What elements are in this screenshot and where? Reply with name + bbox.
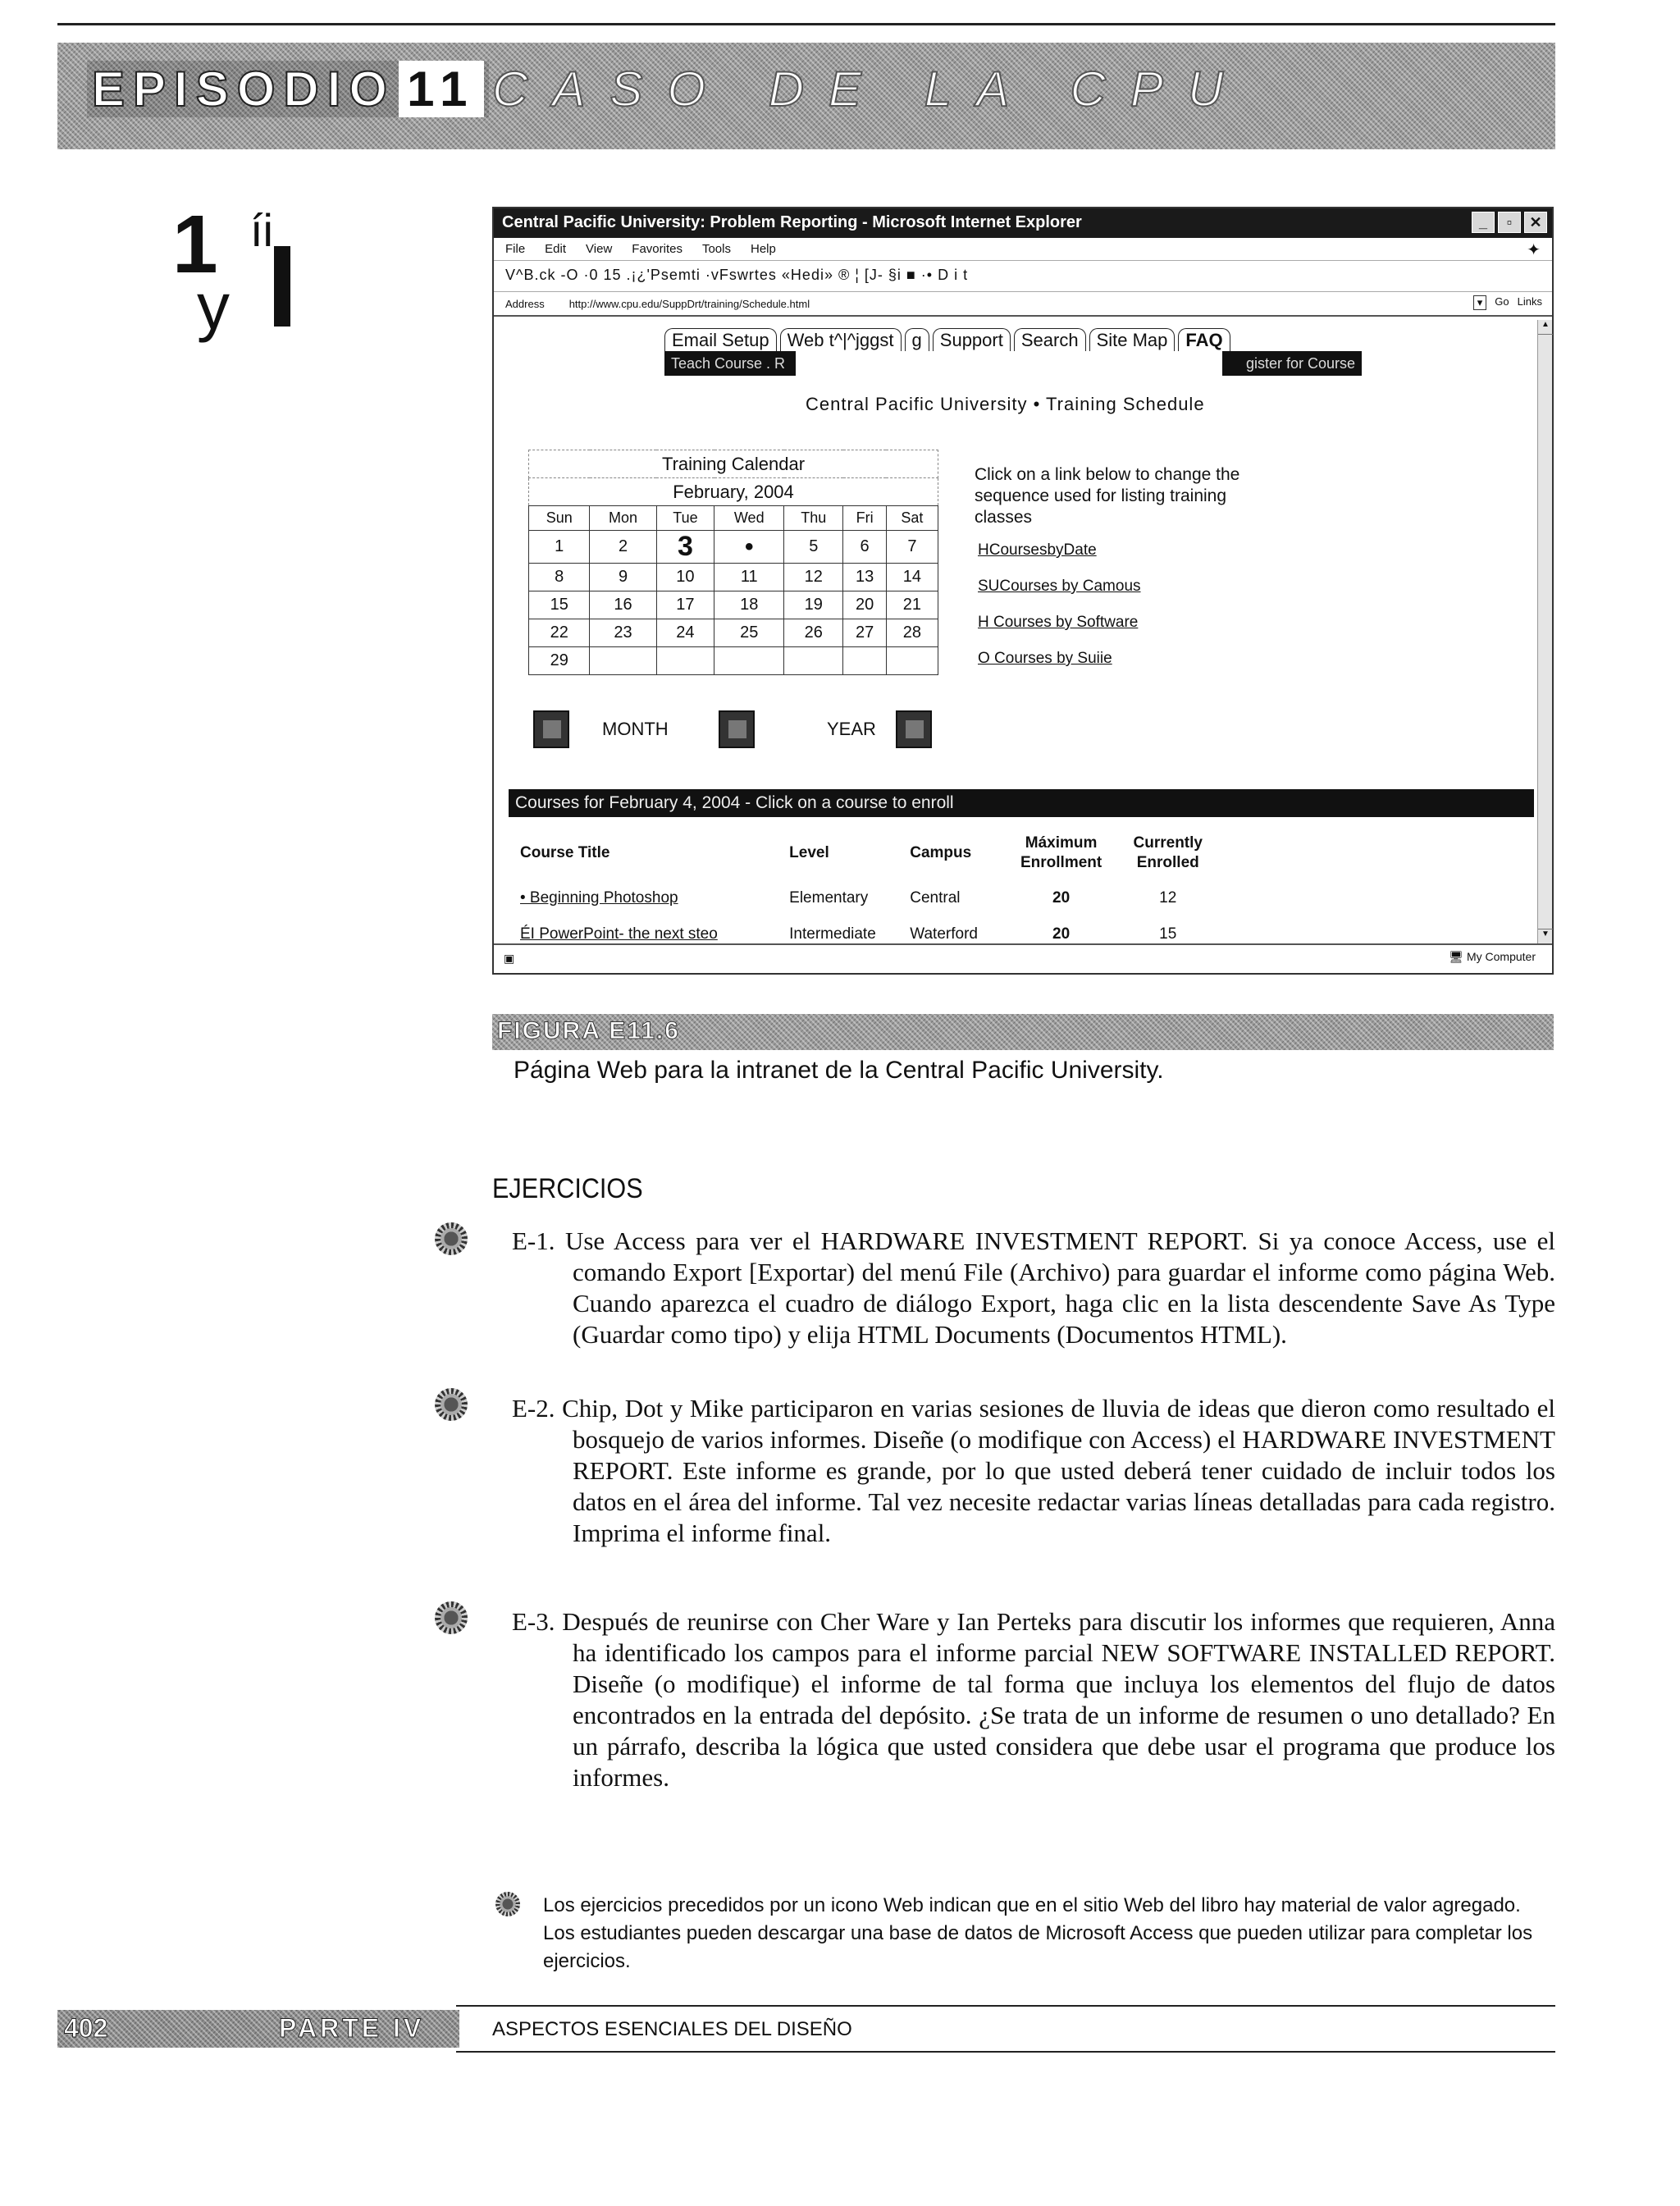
web-icon — [495, 1892, 520, 1916]
register-course-link[interactable]: gister for Course — [1222, 351, 1362, 376]
tab-g[interactable]: g — [905, 328, 929, 351]
tab-web[interactable]: Web t^|^jggst — [780, 328, 902, 351]
calendar-day[interactable]: 16 — [590, 591, 656, 619]
course-level: Elementary — [789, 889, 869, 907]
figure-label-band — [492, 1014, 1554, 1050]
training-calendar — [528, 450, 938, 675]
calendar-day — [656, 647, 714, 675]
menu-file[interactable]: File — [505, 242, 526, 256]
web-icon — [435, 1388, 468, 1421]
case-title: CASO DE LA CPU — [492, 62, 1249, 116]
browser-title: Central Pacific University: Problem Reporting - Microsoft Internet Explorer — [502, 213, 1082, 231]
site-subnav — [664, 351, 1362, 376]
page-number: 402 — [64, 2013, 108, 2043]
menu-favorites[interactable]: Favorites — [632, 242, 682, 256]
day-header: Thu — [784, 506, 843, 531]
calendar-day-selected[interactable]: • — [714, 531, 784, 564]
courses-bar: Courses for February 4, 2004 - Click on a course to enroll — [509, 789, 1534, 817]
menu-view[interactable]: View — [586, 242, 613, 256]
calendar-day — [714, 647, 784, 675]
calendar-day[interactable]: 10 — [656, 564, 714, 591]
exercise-number: E-2. — [512, 1394, 555, 1423]
site-nav — [664, 328, 1230, 351]
links-button[interactable]: Links — [1517, 295, 1542, 308]
episode-header — [57, 43, 1555, 149]
course-current: 15 — [1159, 925, 1177, 943]
browser-window — [492, 207, 1554, 975]
tab-faq[interactable]: FAQ — [1178, 328, 1230, 351]
top-rule — [57, 23, 1555, 25]
calendar-day[interactable]: 14 — [886, 564, 938, 591]
calendar-controls — [533, 710, 940, 748]
zone-label: My Computer — [1466, 950, 1536, 963]
prev-month-button[interactable] — [533, 710, 569, 748]
day-header: Fri — [843, 506, 886, 531]
calendar-day[interactable]: 19 — [784, 591, 843, 619]
col-max-enrollment: Máximum Enrollment — [1020, 834, 1102, 871]
calendar-day — [784, 647, 843, 675]
address-input[interactable]: http://www.cpu.edu/SuppDrt/training/Schedule.html — [568, 297, 810, 310]
tab-support[interactable]: Support — [933, 328, 1011, 351]
security-zone: 🖥 My Computer — [1449, 950, 1536, 963]
calendar-day[interactable]: 21 — [886, 591, 938, 619]
address-label: Address — [505, 297, 545, 310]
chapter-mark-one: 1 — [172, 199, 218, 290]
exercise-text: Después de reunirse con Cher Ware y Ian Perteks para discutir los informes que requieren, Anna ha identificado los campos para el informe parcial NEW SOFTWARE INSTALLED REPORT. Diseñe (o modifique) el informe de tal forma que incluya los elementos del flujo de datos encontrados en la entrada del depósito. ¿Se trata de un informe de resumen o uno detallado? En un párrafo, describa la lógica que usted considera que debe usar el programa que produce los informes. — [562, 1607, 1555, 1792]
calendar-day[interactable]: 18 — [714, 591, 784, 619]
chapter-mark-i: íi — [250, 204, 273, 256]
calendar-month: February, 2004 — [529, 478, 938, 506]
tab-email-setup[interactable]: Email Setup — [664, 328, 777, 351]
go-button[interactable]: Go — [1495, 295, 1509, 308]
menu-edit[interactable]: Edit — [545, 242, 567, 256]
exercise-item — [512, 1606, 1555, 1793]
calendar-day — [843, 647, 886, 675]
calendar-day[interactable]: 5 — [784, 531, 843, 564]
course-link[interactable]: ÉI PowerPoint- the next steo — [520, 925, 718, 943]
vertical-scrollbar[interactable] — [1537, 320, 1552, 943]
calendar-day[interactable]: 25 — [714, 619, 784, 647]
day-header: Wed — [714, 506, 784, 531]
calendar-day[interactable]: 24 — [656, 619, 714, 647]
web-icon — [435, 1222, 468, 1255]
ie-logo-icon: ✦ — [1527, 241, 1541, 259]
chapter-mark — [172, 199, 295, 343]
calendar-day[interactable]: 7 — [886, 531, 938, 564]
calendar-day[interactable]: 1 — [529, 531, 590, 564]
course-level: Intermediate — [789, 925, 876, 943]
calendar-day[interactable]: 22 — [529, 619, 590, 647]
exercise-number: E-3. — [512, 1607, 555, 1636]
footer-section-title: ASPECTOS ESENCIALES DEL DISEÑO — [492, 2018, 852, 2040]
exercise-item — [512, 1393, 1555, 1549]
calendar-day — [886, 647, 938, 675]
web-icon — [435, 1601, 468, 1634]
course-max: 20 — [1052, 925, 1071, 943]
course-max: 20 — [1052, 889, 1071, 907]
part-label: PARTE IV — [279, 2013, 425, 2043]
episode-label-text: EPISODIO — [92, 62, 396, 116]
month-label: MONTH — [602, 719, 669, 739]
day-header: Sun — [529, 506, 590, 531]
figure-caption: Página Web para la intranet de la Central Pacific University. — [514, 1057, 1164, 1084]
episode-label — [87, 61, 489, 117]
calendar-day[interactable]: 23 — [590, 619, 656, 647]
calendar-day[interactable]: 12 — [784, 564, 843, 591]
address-bar — [494, 292, 1552, 317]
calendar-day[interactable]: 15 — [529, 591, 590, 619]
toolbar-buttons[interactable]: V^B.ck -O ·0 15 .¡¿'Psemti ·vFswrtes «Hedi» ® ¦ [J- §i ■ ·• D i t — [505, 267, 969, 283]
calendar-day[interactable]: 8 — [529, 564, 590, 591]
episode-number: 11 — [399, 61, 483, 117]
footnote: Los ejercicios precedidos por un icono Web indican que en el sitio Web del libro hay material de valor agregado. Los estudiantes pueden descargar una base de datos de Microsoft Access que pueden utilizar para completar los ejercicios. — [543, 1894, 1533, 1972]
page-done-icon: ▣ — [504, 952, 515, 965]
year-label: YEAR — [827, 719, 876, 739]
calendar-day[interactable]: 3 — [656, 531, 714, 564]
calendar-day[interactable]: 11 — [714, 564, 784, 591]
course-current: 12 — [1159, 889, 1177, 907]
calendar-day[interactable]: 27 — [843, 619, 886, 647]
browser-titlebar — [494, 208, 1552, 238]
close-icon[interactable]: ✕ — [1524, 212, 1547, 233]
col-course-title: Course Title — [520, 844, 610, 861]
teach-course-link[interactable]: Teach Course . R — [664, 351, 796, 376]
sort-by-suite-link[interactable]: O Courses by Suiie — [978, 650, 1112, 667]
course-table — [514, 829, 1219, 943]
calendar-day[interactable]: 26 — [784, 619, 843, 647]
sort-help-text: Click on a link below to change the sequence used for listing training classes — [975, 465, 1240, 527]
day-header: Tue — [656, 506, 714, 531]
status-bar — [494, 943, 1552, 973]
exercise-text: Use Access para ver el HARDWARE INVESTMENT REPORT. Si ya conoce Access, use el comando Export [Exportar) del menú File (Archivo) para guardar el informe como página Web. Cuando aparezca el cuadro de diálogo Export, haga clic en la lista descendente Save As Type (Guardar como tipo) y elija HTML Documents (Documentos HTML). — [564, 1226, 1555, 1349]
next-month-button[interactable] — [719, 710, 755, 748]
tab-site-map[interactable]: Site Map — [1089, 328, 1176, 351]
day-header: Sat — [886, 506, 938, 531]
col-level: Level — [789, 844, 829, 861]
page-title: Central Pacific University • Training Schedule — [806, 394, 1205, 414]
exercise-number: E-1. — [512, 1226, 555, 1255]
calendar-day[interactable]: 6 — [843, 531, 886, 564]
scroll-up-icon[interactable]: ▲ — [1538, 320, 1553, 335]
menu-bar — [494, 238, 1552, 261]
figure-label: FIGURA E11.6 — [497, 1017, 680, 1044]
calendar-day[interactable]: 9 — [590, 564, 656, 591]
sort-by-date-link[interactable]: HCoursesbyDate — [978, 541, 1097, 559]
chapter-mark-bar — [274, 246, 290, 327]
course-campus: Waterford — [910, 925, 978, 943]
menu-tools[interactable]: Tools — [701, 242, 731, 256]
tab-search[interactable]: Search — [1014, 328, 1086, 351]
calendar-day[interactable]: 28 — [886, 619, 938, 647]
exercise-text: Chip, Dot y Mike participaron en varias sesiones de lluvia de ideas que dieron como resultado el bosquejo de varios informes. Diseñe (o modifique con Access) el HARDWARE INVESTMENT REPORT. Este informe es grande, por lo que usted deberá tener cuidado de incluir todos los datos en el área del informe. Tal vez necesite redactar varias líneas detalladas para cada registro. Imprima el informe final. — [562, 1394, 1556, 1547]
maximize-icon[interactable]: ▫ — [1498, 212, 1521, 233]
calendar-day[interactable]: 2 — [590, 531, 656, 564]
menu-help[interactable]: Help — [751, 242, 776, 256]
col-currently-enrolled: Currently Enrolled — [1133, 834, 1203, 871]
table-row[interactable] — [514, 914, 1219, 943]
exercise-item — [512, 1226, 1555, 1350]
course-campus: Central — [910, 889, 961, 907]
day-header: Mon — [590, 506, 656, 531]
course-link[interactable]: • Beginning Photoshop — [520, 889, 678, 907]
calendar-day[interactable]: 20 — [843, 591, 886, 619]
calendar-day — [590, 647, 656, 675]
browser-toolbar[interactable] — [494, 261, 1552, 292]
page-viewport — [494, 320, 1537, 943]
sort-links — [978, 541, 1141, 686]
footer-rule-bottom — [456, 2051, 1555, 2053]
sort-by-software-link[interactable]: H Courses by Software — [978, 614, 1139, 631]
next-year-button[interactable] — [896, 710, 932, 748]
scroll-down-icon[interactable]: ▼ — [1538, 929, 1553, 943]
footer-rule — [456, 2005, 1555, 2007]
minimize-icon[interactable]: _ — [1472, 212, 1495, 233]
address-go — [1473, 295, 1542, 310]
calendar-day[interactable]: 13 — [843, 564, 886, 591]
calendar-day[interactable]: 29 — [529, 647, 590, 675]
window-controls — [1472, 212, 1547, 233]
calendar-title: Training Calendar — [529, 450, 938, 478]
exercises-heading: EJERCICIOS — [492, 1173, 643, 1204]
calendar-day[interactable]: 17 — [656, 591, 714, 619]
chapter-mark-y: y — [197, 270, 230, 343]
dropdown-icon[interactable]: ▾ — [1473, 295, 1487, 310]
table-row[interactable] — [514, 878, 1219, 914]
col-campus: Campus — [910, 844, 972, 861]
footer-band — [57, 2010, 459, 2048]
sort-by-campus-link[interactable]: SUCourses by Camous — [978, 578, 1141, 595]
